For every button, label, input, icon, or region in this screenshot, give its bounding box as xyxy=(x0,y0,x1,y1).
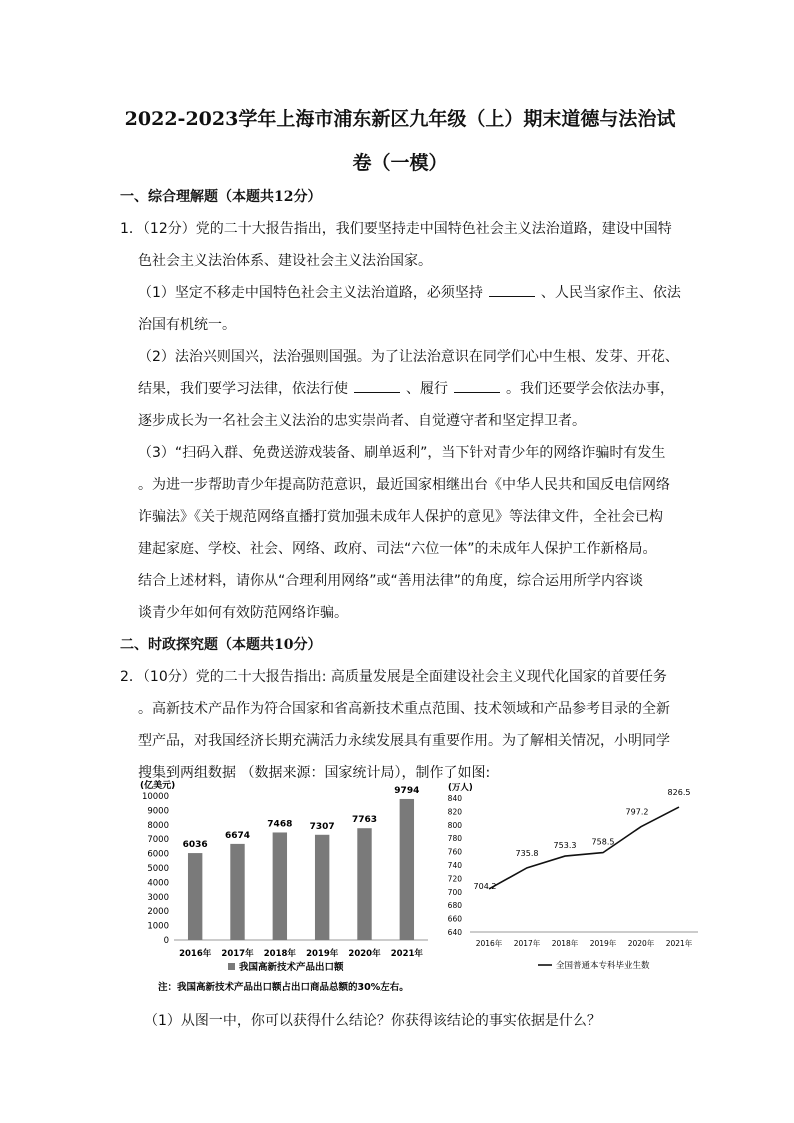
q1-part2-text-b: 、履行 xyxy=(406,381,448,397)
legend-label: 全国普通本专科毕业生数 xyxy=(556,961,650,971)
q1-part2-text-a: 结果，我们要学习法律，依法行使 xyxy=(138,381,348,397)
bar xyxy=(188,853,202,940)
q1-part3-line1: （3）“扫码入群、免费送游戏装备、刷单返利”，当下针对青少年的网络诈骗时有发生 xyxy=(138,445,666,461)
y-tick-label: 680 xyxy=(447,901,462,911)
x-tick-label: 2020年 xyxy=(348,949,381,959)
bar-value-label: 7468 xyxy=(267,819,293,830)
point-value-label: 753.3 xyxy=(553,841,577,851)
x-tick-label: 2017年 xyxy=(221,949,254,959)
q1-part3-line2: 。为进一步帮助青少年提高防范意识，最近国家相继出台《中华人民共和国反电信网络 xyxy=(138,477,670,493)
y-tick-label: 1000 xyxy=(147,921,169,932)
bar-value-label: 6674 xyxy=(224,830,251,841)
export-bar-chart xyxy=(138,776,438,998)
answer-blank-3[interactable] xyxy=(454,379,500,393)
bar xyxy=(315,835,329,940)
x-tick-label: 2016年 xyxy=(179,949,212,959)
point-value-label: 735.8 xyxy=(515,848,539,858)
bar xyxy=(357,828,371,940)
y-tick-label: 760 xyxy=(447,847,462,857)
section-heading-2: 二、时政探究题（本题共10分） xyxy=(120,637,322,653)
y-tick-label: 4000 xyxy=(147,878,169,889)
point-value-label: 826.5 xyxy=(667,788,691,798)
x-tick-label: 2019年 xyxy=(306,949,339,959)
y-tick-label: 7000 xyxy=(147,835,169,846)
q1-part1-text-a: （1）坚定不移走中国特色社会主义法治道路，必须坚持 xyxy=(138,285,483,301)
section-heading-1: 一、综合理解题（本题共12分） xyxy=(120,189,322,205)
y-tick-label: 3000 xyxy=(147,892,169,903)
q1-part2-line1: （2）法治兴则国兴，法治强则国强。为了让法治意识在同学们心中生根、发芽、开花、 xyxy=(138,349,679,365)
q2-stem-line3: 型产品，对我国经济长期充满活力永续发展具有重要作用。为了解相关情况，小明同学 xyxy=(138,733,670,749)
x-tick-label: 2021年 xyxy=(665,939,693,948)
q1-part1-text-b: 、人民当家作主、依法 xyxy=(540,285,681,301)
y-tick-label: 740 xyxy=(447,861,462,870)
bar xyxy=(230,844,244,940)
y-tick-label: 2000 xyxy=(147,907,169,918)
y-tick-label: 640 xyxy=(447,928,462,937)
y-tick-label: 700 xyxy=(447,887,462,897)
bar xyxy=(273,832,287,940)
bar-value-label: 9794 xyxy=(394,785,420,796)
y-tick-label: 840 xyxy=(447,794,462,803)
y-tick-label: 8000 xyxy=(147,820,169,831)
x-tick-label: 2017年 xyxy=(513,939,541,948)
bar-value-label: 7763 xyxy=(351,815,378,826)
x-tick-label: 2021年 xyxy=(390,949,423,959)
chart-note: 注：我国高新技术产品出口额占出口商品总额的30%左右。 xyxy=(158,982,409,993)
y-tick-label: 820 xyxy=(447,807,462,817)
answer-blank-1[interactable] xyxy=(489,283,535,297)
point-value-label: 797.2 xyxy=(625,807,649,817)
paper-title-line1: 2022-2023学年上海市浦东新区九年级（上）期末道德与法治试 xyxy=(124,108,676,130)
bar-value-label: 7307 xyxy=(309,821,335,832)
x-tick-label: 2019年 xyxy=(589,939,617,948)
q1-part2-line2 xyxy=(138,378,674,398)
y-tick-label: 6000 xyxy=(147,849,169,860)
q2-stem-line4: 搜集到两组数据 （数据来源：国家统计局），制作了如图: xyxy=(138,765,491,781)
q1-part1-line2: 治国有机统一。 xyxy=(138,317,236,333)
y-unit-label: (万人) xyxy=(448,783,473,793)
q1-stem-line1: 1．（12分）党的二十大报告指出，我们要坚持走中国特色社会主义法治道路，建设中国特 xyxy=(120,221,672,237)
point-value-label: 758.5 xyxy=(591,837,615,847)
q1-part3-line3: 诈骗法》《关于规范网络直播打赏加强未成年人保护的意见》等法律文件，全社会已构 xyxy=(138,509,663,525)
q1-stem-line2: 色社会主义法治体系、建设社会主义法治国家。 xyxy=(138,253,432,269)
graduates-line-chart xyxy=(444,776,706,976)
legend-swatch xyxy=(228,963,235,970)
bar-value-label: 6036 xyxy=(182,840,208,851)
q1-part2-line3: 逐步成长为一名社会主义法治的忠实崇尚者、自觉遵守者和坚定捍卫者。 xyxy=(138,413,586,429)
x-tick-label: 2018年 xyxy=(263,949,296,959)
y-tick-label: 9000 xyxy=(147,806,169,817)
answer-blank-2[interactable] xyxy=(354,379,400,393)
q1-part1-line1 xyxy=(138,282,681,302)
y-tick-label: 10000 xyxy=(141,792,169,802)
y-tick-label: 780 xyxy=(447,834,462,844)
q2-stem-line1: 2．（10分）党的二十大报告指出: 高质量发展是全面建设社会主义现代化国家的首要任务 xyxy=(120,669,667,685)
y-tick-label: 800 xyxy=(447,820,462,830)
y-unit-label: (亿美元) xyxy=(140,781,176,791)
y-tick-label: 0 xyxy=(163,936,169,946)
point-value-label: 704.2 xyxy=(473,881,497,891)
y-tick-label: 660 xyxy=(447,914,462,924)
bar xyxy=(400,799,414,940)
q1-part3-line5: 结合上述材料，请你从“合理利用网络”或“善用法律”的角度，综合运用所学内容谈 xyxy=(138,573,644,589)
q1-part2-text-c: 。我们还要学会依法办事， xyxy=(506,381,674,397)
x-tick-label: 2016年 xyxy=(475,939,503,948)
x-tick-label: 2018年 xyxy=(551,939,579,948)
paper-title-line2: 卷（一模） xyxy=(352,152,448,174)
y-tick-label: 5000 xyxy=(147,864,169,874)
q1-part3-line6: 谈青少年如何有效防范网络诈骗。 xyxy=(138,605,348,621)
x-tick-label: 2020年 xyxy=(627,939,655,948)
y-tick-label: 720 xyxy=(447,874,462,884)
q2-stem-line2: 。高新技术产品作为符合国家和省高新技术重点范围、技术领域和产品参考目录的全新 xyxy=(138,701,670,717)
legend-label: 我国高新技术产品出口额 xyxy=(239,962,344,973)
q1-part3-line4: 建起家庭、学校、社会、网络、政府、司法“六位一体”的未成年人保护工作新格局。 xyxy=(138,541,657,557)
q2-sub-question-1: （1）从图一中，你可以获得什么结论？你获得该结论的事实依据是什么？ xyxy=(144,1013,601,1029)
